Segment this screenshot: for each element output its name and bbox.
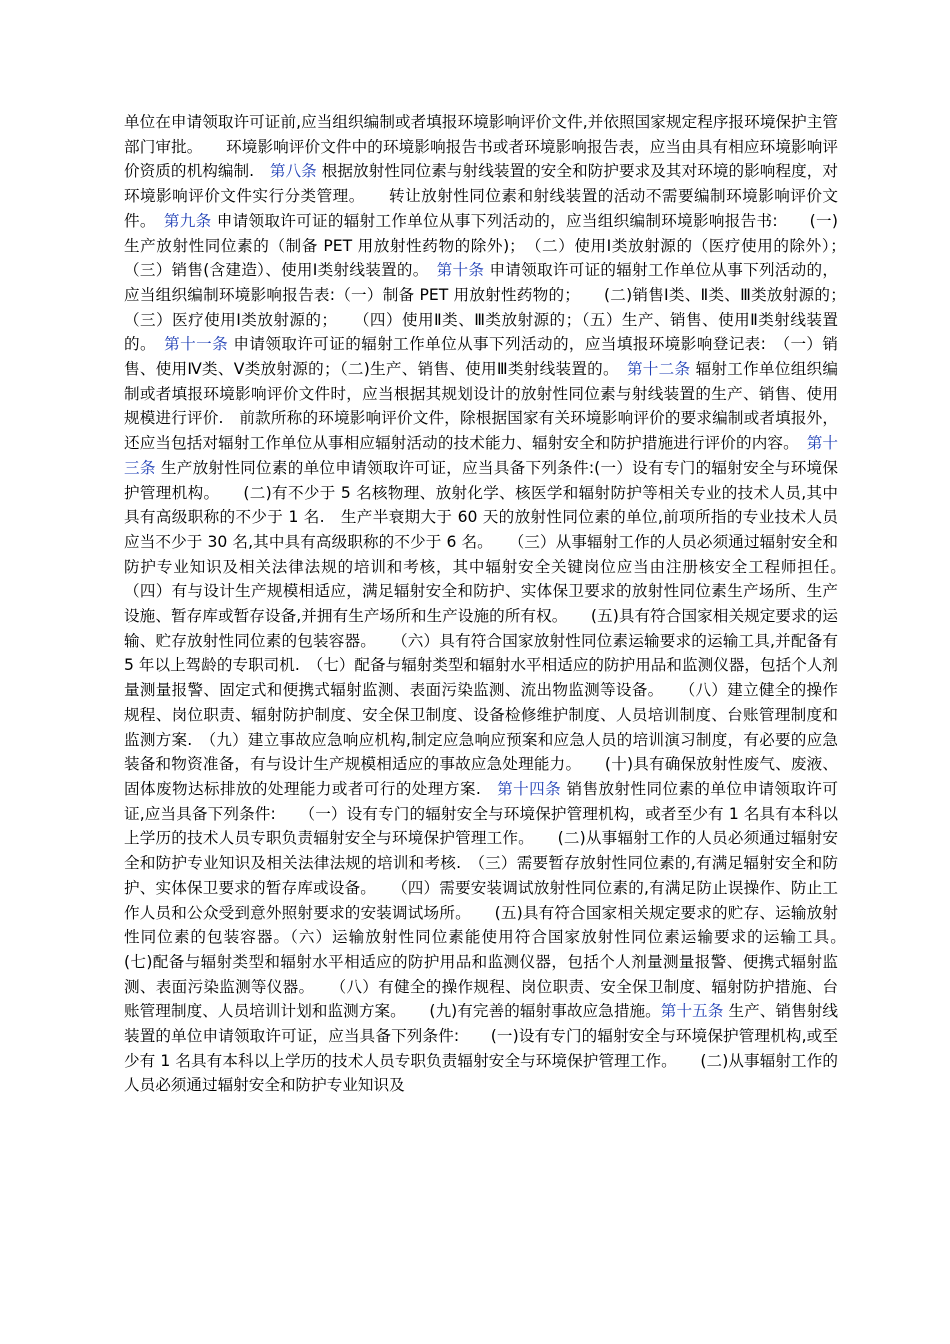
paragraph-text: 申请领取许可证的辐射工作单位从事下列活动的，应当填报环境影响登记表: （一）销售、使用Ⅳ类、Ⅴ类放射源的；（二)生产、销售、使用Ⅲ类射线装置的。 — [124, 335, 838, 379]
article-heading: 第十三条 — [124, 434, 838, 477]
paragraph-text: 申请领取许可证的辐射工作单位从事下列活动的，应当组织编制环境影响报告表:（一）制备 PET 用放射性药物的； (二)销售Ⅰ类、Ⅱ类、Ⅲ类放射源的； （三）医疗使用Ⅰ类放射源的； （四）使用Ⅱ类、Ⅲ类放射源的；（五）生产、销售、使用Ⅱ类射线装置的。 — [124, 261, 870, 354]
article-heading: 第十二条 — [626, 360, 691, 379]
article-heading: 第十一条 — [164, 335, 229, 354]
paragraph-text: 生产放射性同位素的单位申请领取许可证，应当具备下列条件:(一）设有专门的辐射安全与环境保护管理机构。 (二)有不少于 5 名核物理、放射化学、核医学和辐射防护等相关专业的技术人员,其中具有高级职称的不少于 1 名. 生产半衰期大于 60 天的放射性同位素的单位,前项所指的专业技术人员应当不少于 30 名,其中具有高级职称的不少于 6 名。 （三）从事辐射工作的人员必须通过辐射安全和防护专业知识及相关法律法规的培训和考核，其中辐射安全关键岗位应当由注册核安全工程师担任。 （四）有与设计生产规模相适应，满足辐射安全和防护、实体保卫要求的放射性同位素生产场所、生产设施、暂存库或暂存设备,并拥有生产场所和生产设施的所有权。 (五)具有符合国家相关规定要求的运输、贮存放射性同位素的包装容器。 （六）具有符合国家放射性同位素运输要求的运输工具,并配备有 5 年以上驾龄的专职司机. （七）配备与辐射类型和辐射水平相适应的防护用品和监测仪器，包括个人剂量测量报警、固定式和便携式辐射监测、表面污染监测、流出物监测等设备。 （八）建立健全的操作规程、岗位职责、辐射防护制度、安全保卫制度、设备检修维护制度、人员培训制度、台账管理制度和监测方案. （九）建立事故应急响应机构,制定应急响应预案和应急人员的培训演习制度，有必要的应急装备和物资准备，有与设计生产规模相适应的事故应急处理能力。 (十)具有确保放射性废气、废液、固体废物达标排放的处理能力或者可行的处理方案. — [124, 458, 870, 798]
paragraph-text: 辐射工作单位组织编制或者填报环境影响评价文件时，应当根据其规划设计的放射性同位素与射线装置的生产、销售、使用规模进行评价. 前款所称的环境影响评价文件，除根据国家有关环境影响评价的要求编制或者填报外，还应当包括对辐射工作单位从事相应辐射活动的技术能力、辐射安全和防护措施进行评价的内容。 — [124, 360, 838, 453]
paragraph-text: 单位在申请领取许可证前,应当组织编制或者填报环境影响评价文件,并依照国家规定程序报环境保护主管部门审批。 环境影响评价文件中的环境影响报告书或者环境影响报告表，应当由具有相应环境影响评价资质的机构编制. — [124, 113, 838, 181]
article-heading: 第十四条 — [497, 779, 562, 798]
regulation-body-text — [124, 110, 870, 1098]
paragraph-text: 申请领取许可证的辐射工作单位从事下列活动的，应当组织编制环境影响报告书: (一)生产放射性同位素的（制备 PET 用放射性药物的除外)； （二）使用Ⅰ类放射源的（医疗使用的除外）； （三）销售(含建造）、使用Ⅰ类射线装置的。 — [124, 211, 870, 280]
article-heading: 第十五条 — [660, 1002, 724, 1021]
paragraph-text: 销售放射性同位素的单位申请领取许可证,应当具备下列条件: （一）设有专门的辐射安全与环境保护管理机构，或者至少有 1 名具有本科以上学历的技术人员专职负责辐射安全与环境保护管理工作。 (二)从事辐射工作的人员必须通过辐射安全和防护专业知识及相关法律法规的培训和考核. （三）需要暂存放射性同位素的,有满足辐射安全和防护、实体保卫要求的暂存库或设备。 （四）需要安装调试放射性同位素的,有满足防止误操作、防止工作人员和公众受到意外照射要求的安装调试场所。 (五)具有符合国家相关规定要求的贮存、运输放射性同位素的包装容器。（六）运输放射性同位素能使用符合国家放射性同位素运输要求的运输工具。 (七)配备与辐射类型和辐射水平相适应的防护用品和监测仪器，包括个人剂量测量报警、便携式辐射监测、表面污染监测等仪器。 （八）有健全的操作规程、岗位职责、安全保卫制度、辐射防护措施、台账管理制度、人员培训计划和监测方案。 (九)有完善的辐射事故应急措施。 — [124, 779, 870, 1021]
article-heading: 第十条 — [436, 261, 485, 280]
article-heading: 第九条 — [163, 211, 212, 230]
article-heading: 第八条 — [269, 162, 317, 181]
paragraph-text: 生产、销售射线装置的单位申请领取许可证，应当具备下列条件: (一)设有专门的辐射安全与环境保护管理机构,或至少有 1 名具有本科以上学历的技术人员专职负责辐射安全与环境保护管理工作。 (二)从事辐射工作的人员必须通过辐射安全和防护专业知识及 — [124, 1002, 838, 1095]
paragraph-text: 根据放射性同位素与射线装置的安全和防护要求及其对环境的影响程度，对环境影响评价文件实行分类管理。 转让放射性同位素和射线装置的活动不需要编制环境影响评价文件。 — [124, 162, 838, 230]
